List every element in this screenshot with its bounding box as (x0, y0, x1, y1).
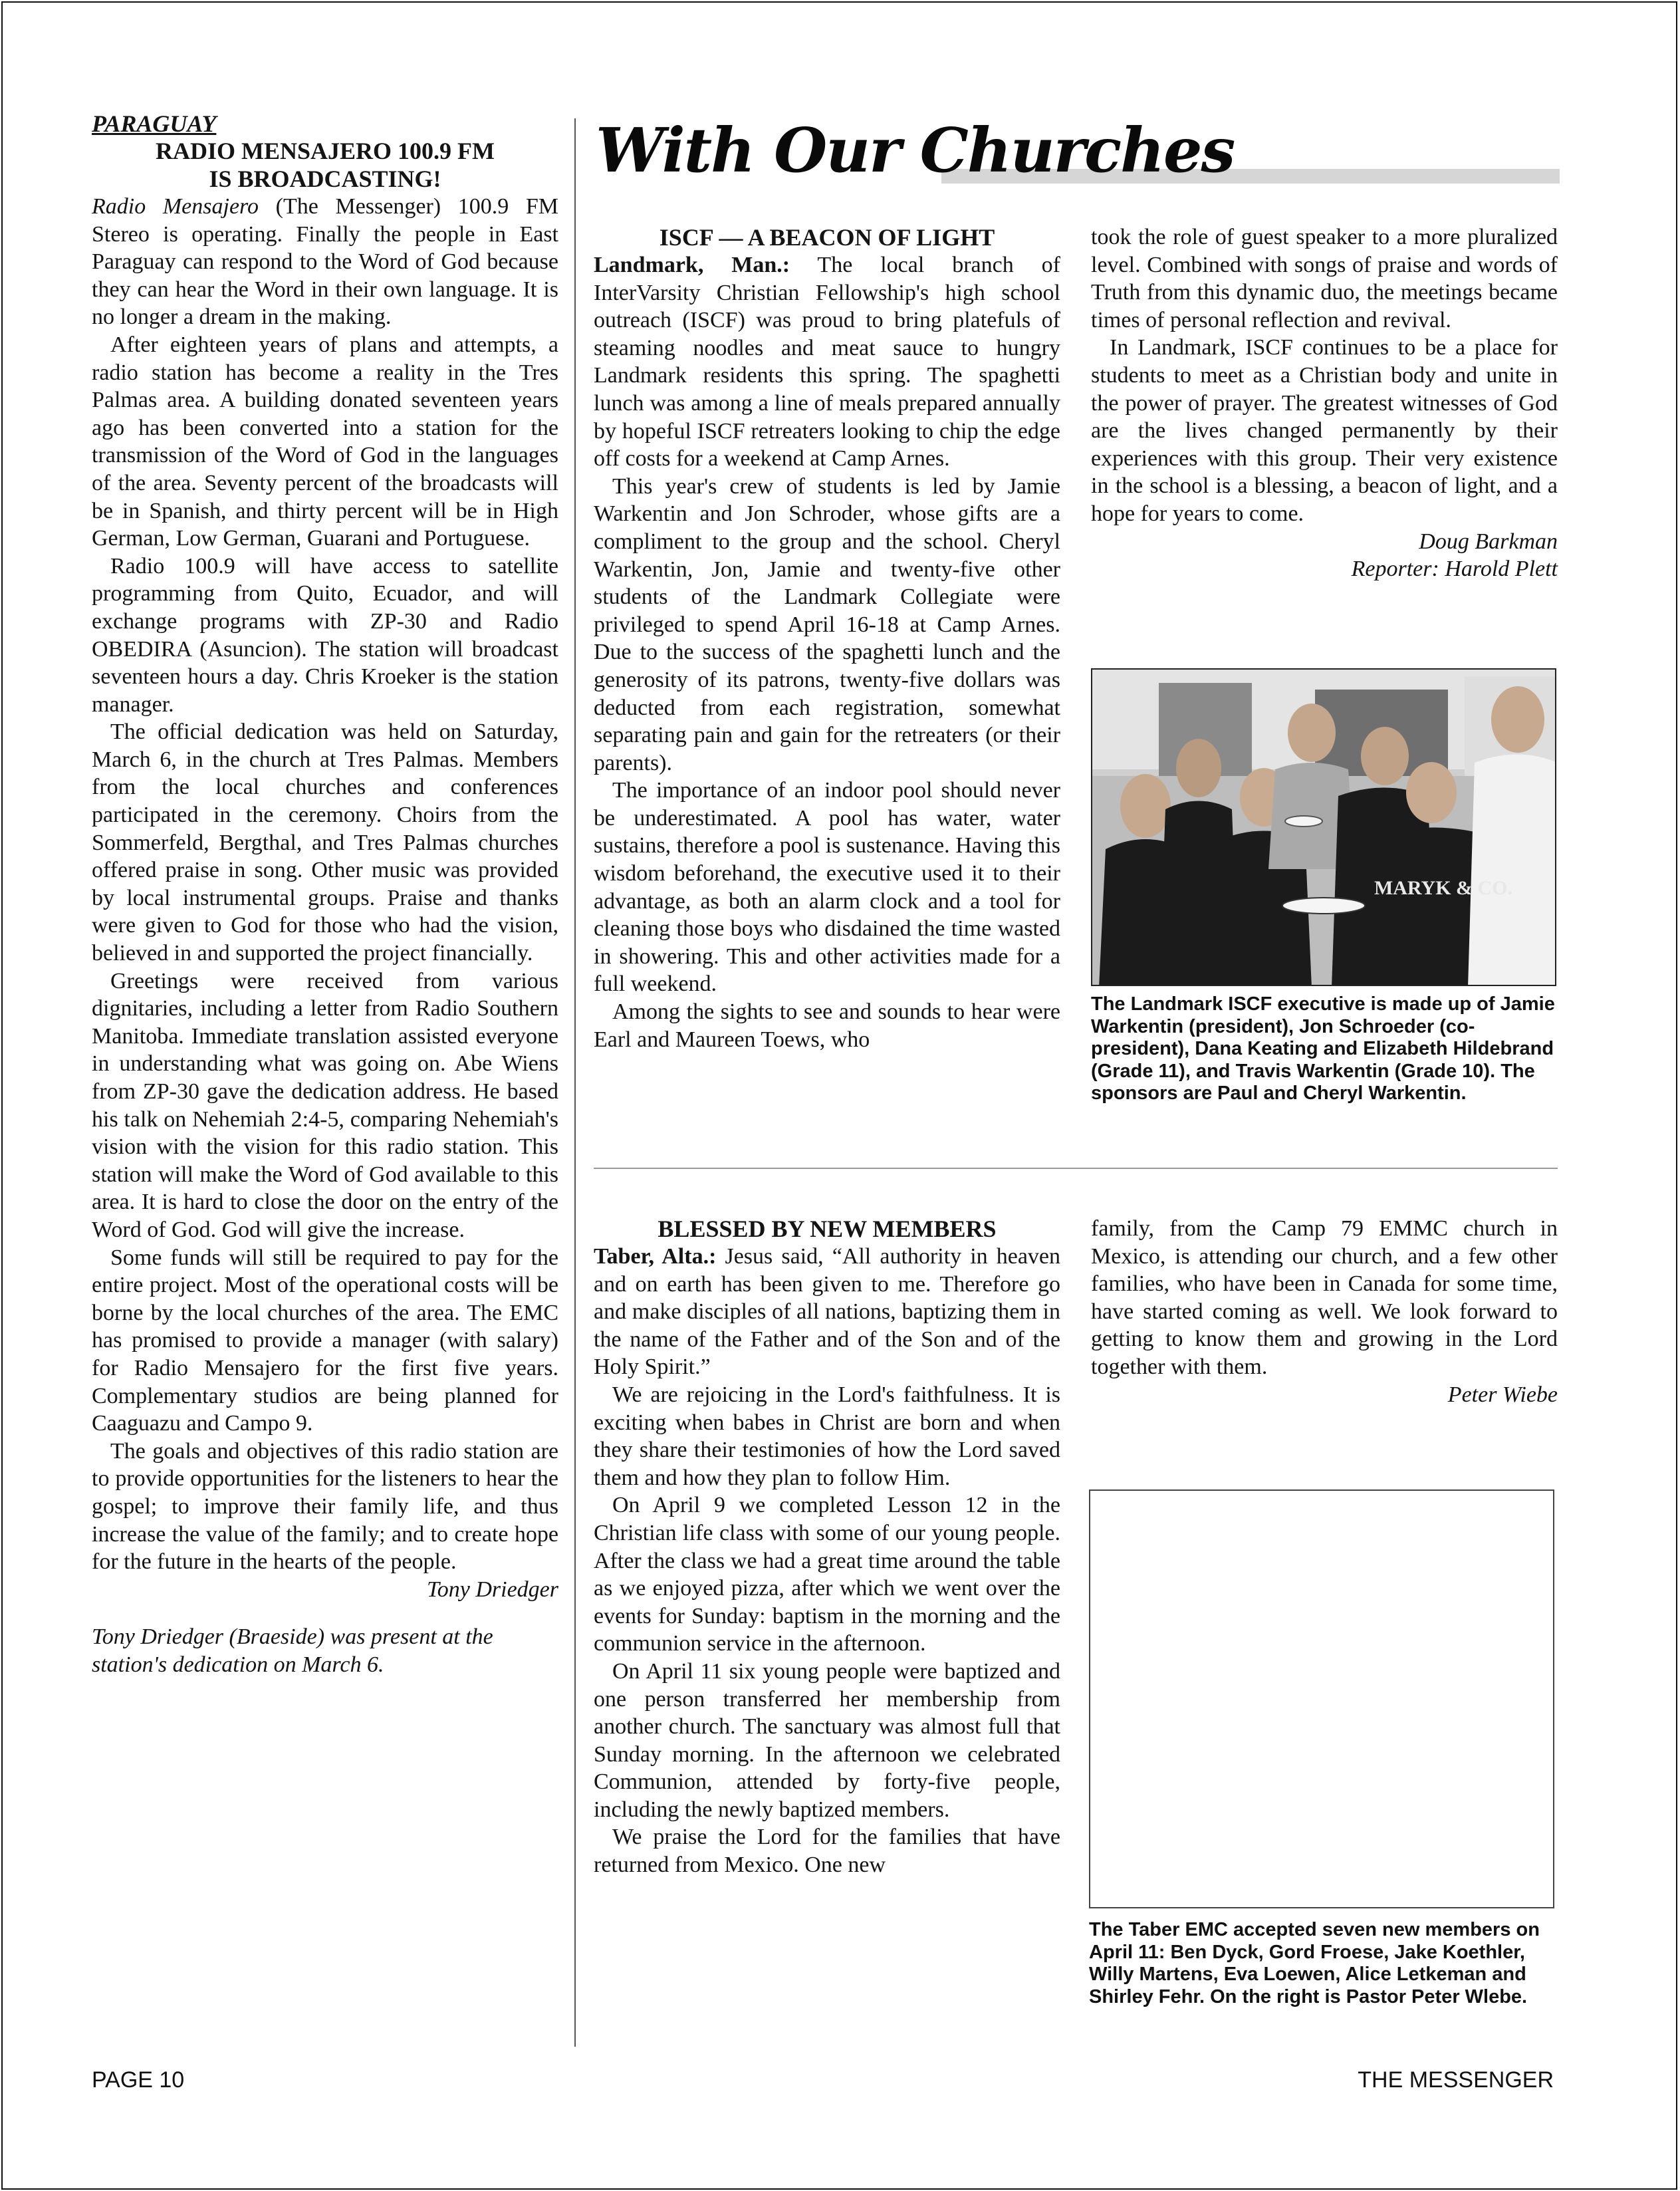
headline-line-1: RADIO MENSAJERO 100.9 FM (156, 138, 495, 164)
iscf-photo-caption: The Landmark ISCF executive is made up of Jamie Warkentin (president), Jon Schroeder (co-president), Dana Keating and Elizabeth Hildebrand (Grade 11), and Travis Warkentin (Grade 10). The sponsors are Paul and Cheryl Warkentin. (1091, 993, 1555, 1104)
paragraph: The goals and objectives of this radio station are to provide opportunities for the listeners to hear the gospel; to improve their family life, and thus increase the value of the family; and to create hope for the future in the hearts of the people. (92, 1438, 558, 1575)
taber-column-1 (594, 1215, 1060, 1879)
dateline: Landmark, Man.: (594, 253, 790, 277)
paragraph: We are rejoicing in the Lord's faithfulness. It is exciting when babes in Christ are born and when they share their testimonies of how the Lord saved them and how they plan to follow Him. (594, 1382, 1060, 1490)
iscf-column-1 (594, 223, 1060, 1053)
reporter-signature: Reporter: Harold Plett (1351, 557, 1558, 582)
paragraph: The official dedication was held on Saturday, March 6, in the church at Tres Palmas. Members from the local churches and conferences participated in the ceremony. Choirs from the Sommerfeld, Bergthal, and Tres Palmas churches offered praise in song. Other music was provided by local instrumental groups. Praise and thanks were given to God for those who had the vision, believed in and supported the project financially. (92, 719, 558, 966)
group-photo-illustration (1092, 670, 1556, 986)
taber-column-2 (1091, 1215, 1558, 1408)
author-signature: Tony Driedger (426, 1577, 558, 1602)
section-banner (596, 114, 1560, 190)
banner-title: With Our Churches (596, 114, 1235, 186)
taber-headline: BLESSED BY NEW MEMBERS (658, 1216, 997, 1242)
author-signature: Doug Barkman (1419, 529, 1558, 554)
paragraph: Taber, Alta.: Jesus said, “All authority in heaven and on earth has been given to me. Therefore go and make disciples of all nations, baptizing them in the name of the Father and of the Son and of the Holy Spirit.” (594, 1244, 1061, 1380)
paragraph: In Landmark, ISCF continues to be a place for students to meet as a Christian body and unite in the power of prayer. The greatest witnesses of God are the lives changed permanently by their experiences with this group. Their very existence in the school is a blessing, a beacon of light, and a hope for years to come. (1091, 335, 1558, 526)
author-signature: Peter Wiebe (1447, 1382, 1558, 1407)
iscf-headline: ISCF — A BEACON OF LIGHT (659, 224, 995, 251)
station-name: Radio Mensajero (92, 194, 259, 219)
paragraph: The importance of an indoor pool should never be underestimated. A pool has water, water sustains, therefore a pool is sustenance. Having this wisdom beforehand, the executive used it to their advantage, as both an alarm clock and a tool for cleaning those boys who disdained the time wasted in showering. This and other activities made for a full weekend. (594, 778, 1060, 997)
paragraph: Greetings were received from various dignitaries, including a letter from Radio Southern Manitoba. Immediate translation assisted everyone in understanding what was going on. Abe Wiens from ZP-30 gave the dedication address. He based his talk on Nehemiah 2:4-5, comparing Nehemiah's vision with the vision for this radio station. This station will make the Word of God available to this area. It is hard to close the door on the entry of the Word of God. God will give the increase. (92, 968, 558, 1242)
paragraph: We praise the Lord for the families that have returned from Mexico. One new (594, 1825, 1060, 1878)
taber-photo-caption: The Taber EMC accepted seven new members on April 11: Ben Dyck, Gord Froese, Jake Koethler, Willy Martens, Eva Loewen, Alice Letkeman and Shirley Fehr. On the right is Pastor Peter Wlebe. (1089, 1919, 1540, 2007)
column-divider (574, 118, 576, 2047)
page-number: PAGE 10 (92, 2067, 185, 2093)
publication-name: THE MESSENGER (1358, 2067, 1554, 2093)
article-kicker: PARAGUAY (92, 110, 217, 137)
paragraph: Landmark, Man.: The local branch of InterVarsity Christian Fellowship's high school outreach (ISCF) was proud to bring platefuls of steaming noodles and meat sauce to hungry Landmark residents this spring. The spaghetti lunch was among a line of meals prepared annually by hopeful ISCF retreaters looking to chip the edge off costs for a weekend at Camp Arnes. (594, 253, 1061, 471)
paragraph: family, from the Camp 79 EMMC church in Mexico, is attending our church, and a few other families, who have been in Canada for some time, have started coming as well. We look forward to getting to know them and growing in the Lord together with them. (1091, 1216, 1558, 1379)
paragraph: This year's crew of students is led by Jamie Warkentin and Jon Schroder, whose gifts are a compliment to the group and the school. Cheryl Warkentin, Jon, Jamie and twenty-five other students of the Landmark Collegiate were privileged to spend April 16-18 at Camp Arnes. Due to the success of the spaghetti lunch and the generosity of its patrons, twenty-five dollars was deducted from each registration, somewhat separating pain and gain for the retreaters (or their parents). (594, 473, 1060, 775)
iscf-column-2 (1091, 223, 1558, 583)
paragraph: took the role of guest speaker to a more pluralized level. Combined with songs of praise and words of Truth from this dynamic duo, the meetings became times of personal reflection and revival. (1091, 225, 1558, 332)
paragraph: After eighteen years of plans and attempts, a radio station has become a reality in the Tres Palmas area. A building donated seventeen years ago has been converted into a station for the transmission of the Word of God in the languages of the area. Seventy percent of the broadcasts will be in Spanish, and thirty percent will be in High German, Low German, Guarani and Portuguese. (92, 332, 558, 551)
iscf-group-photo (1091, 668, 1556, 986)
headline-line-2: IS BROADCASTING! (209, 166, 441, 192)
paragraph: Among the sights to see and sounds to hear were Earl and Maureen Toews, who (594, 999, 1060, 1052)
shirt-logo-text: MARYK & CO. (1374, 877, 1513, 899)
paragraph: On April 9 we completed Lesson 12 in the Christian life class with some of our young people. After the class we had a great time around the table as we enjoyed pizza, after which we went over the events for Sunday: baptism in the morning and the communion service in the afternoon. (594, 1493, 1060, 1656)
section-divider (594, 1168, 1558, 1169)
taber-photo-placeholder (1089, 1489, 1554, 1908)
paragraph: Radio Mensajero (The Messenger) 100.9 FM Stereo is operating. Finally the people in East Paraguay can respond to the Word of God because they can hear the Word in their own language. It is no longer a dream in the making. (92, 194, 558, 330)
paragraph: Some funds will still be required to pay for the entire project. Most of the operational costs will be borne by the local churches of the area. The EMC has promised to provide a manager (with salary) for Radio Mensajero for the first five years. Complementary studios are being planned for Caaguazu and Campo 9. (92, 1245, 558, 1436)
author-note: Tony Driedger (Braeside) was present at the station's dedication on March 6. (92, 1624, 493, 1677)
paraguay-article (92, 110, 558, 1678)
dateline: Taber, Alta.: (594, 1244, 717, 1269)
paragraph: Radio 100.9 will have access to satellite programming from Quito, Ecuador, and will exchange programs with ZP-30 and Radio OBEDIRA (Asuncion). The station will broadcast seventeen hours a day. Chris Kroeker is the station manager. (92, 553, 558, 717)
paragraph: On April 11 six young people were baptized and one person transferred her membership from another church. The sanctuary was almost full that Sunday morning. In the afternoon we celebrated Communion, attended by forty-five people, including the newly baptized members. (594, 1658, 1060, 1822)
